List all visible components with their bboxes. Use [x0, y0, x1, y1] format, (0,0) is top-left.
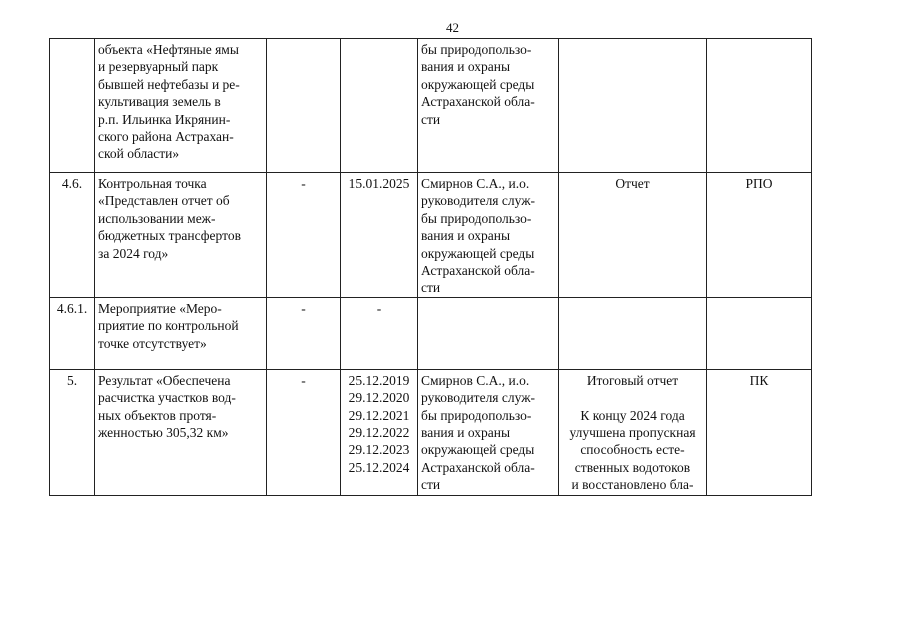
cell-text-line: - [376, 300, 382, 316]
cell-text-line: - [301, 300, 306, 316]
table-row [50, 297, 812, 369]
row-number-cell: 4.6.1. [50, 297, 95, 369]
cell-text-line: сти [421, 280, 441, 296]
cell-text-line: расчистка участков вод- [98, 390, 236, 406]
cell-text-line: 15.01.2025 [348, 176, 410, 191]
cell-text-line: Астраханской обла- [421, 459, 535, 475]
cell-text-line: окружающей среды [421, 76, 535, 92]
end-date-cell [341, 369, 418, 495]
document-cell [559, 297, 707, 369]
cell-text-line: - [301, 372, 306, 388]
cell-text-line: «Представлен отчет об [98, 193, 230, 209]
table-row [50, 369, 812, 495]
responsible-cell [418, 369, 559, 495]
cell-text-line: Астраханской обла- [421, 94, 535, 110]
system-cell: ПК [707, 369, 812, 495]
row-number-cell [50, 39, 95, 173]
row-number-cell: 5. [50, 369, 95, 495]
cell-text-line: бывшей нефтебазы и ре- [98, 76, 240, 92]
cell-text-line: ных объектов протя- [98, 407, 217, 423]
cell-text-line: Смирнов С.А., и.о. [421, 372, 530, 388]
cell-text-line: руководителя служ- [421, 193, 536, 209]
document-cell [559, 173, 707, 298]
cell-text-line: окружающей среды [421, 245, 535, 261]
cell-text-line: Астраханской обла- [421, 263, 535, 279]
cell-text-line: руководителя служ- [421, 390, 536, 406]
cell-text-line: ской области» [98, 146, 180, 162]
document-cell [559, 369, 707, 495]
cell-text-line: Смирнов С.А., и.о. [421, 176, 530, 191]
system-cell [707, 39, 812, 173]
end-date-cell [341, 297, 418, 369]
cell-text-line: Отчет [615, 176, 650, 191]
cell-text-line: Результат «Обеспечена [98, 372, 231, 388]
cell-text-line: сти [421, 111, 441, 127]
cell-text-line: культивация земель в [98, 94, 221, 110]
cell-text-line: и восстановлено бла- [571, 477, 694, 493]
end-date-cell [341, 39, 418, 173]
row-number-cell: 4.6. [50, 173, 95, 298]
cell-text-line: вания и охраны [421, 425, 511, 441]
cell-text-line: Мероприятие «Меро- [98, 300, 222, 316]
cell-text-line: бы природопользо- [421, 210, 532, 226]
cell-text-line: окружающей среды [421, 442, 535, 458]
responsible-cell [418, 297, 559, 369]
cell-text-line: способность есте- [580, 442, 685, 458]
system-cell: РПО [707, 173, 812, 298]
cell-text-line: 29.12.2023 [348, 442, 410, 458]
end-date-cell [341, 173, 418, 298]
cell-text-line: использовании меж- [98, 210, 216, 226]
cell-text-line: сти [421, 477, 441, 493]
responsible-cell [418, 39, 559, 173]
cell-text-line: Итоговый отчет [586, 372, 679, 388]
cell-text-line: К концу 2024 года [580, 407, 685, 423]
item-name-cell [95, 297, 267, 369]
cell-text-line: улучшена пропускная [569, 425, 696, 441]
table-row [50, 173, 812, 298]
cell-text-line: вания и охраны [421, 228, 511, 244]
cell-text-line: 29.12.2022 [348, 425, 410, 441]
start-date-cell [267, 39, 341, 173]
document-cell [559, 39, 707, 173]
cell-text-line: и резервуарный парк [98, 59, 219, 75]
plan-table [49, 38, 812, 496]
item-name-cell [95, 369, 267, 495]
responsible-cell [418, 173, 559, 298]
cell-text-line: бы природопользо- [421, 407, 532, 423]
cell-text-line: 29.12.2021 [348, 407, 410, 423]
cell-text-line: ственных водотоков [574, 459, 691, 475]
cell-text-line: за 2024 год» [98, 245, 169, 261]
cell-text-line [562, 389, 703, 406]
cell-text-line: объекта «Нефтяные ямы [98, 42, 239, 57]
cell-text-line: Контрольная точка [98, 176, 207, 191]
start-date-cell [267, 173, 341, 298]
table-row [50, 39, 812, 173]
cell-text-line: 29.12.2020 [348, 390, 410, 406]
cell-text-line: бюджетных трансфертов [98, 228, 241, 244]
cell-text-line: - [301, 176, 306, 191]
cell-text-line: приятие по контрольной [98, 318, 239, 334]
system-cell [707, 297, 812, 369]
item-name-cell [95, 39, 267, 173]
start-date-cell [267, 297, 341, 369]
cell-text-line: вания и охраны [421, 59, 511, 75]
cell-text-line: ского района Астрахан- [98, 129, 234, 145]
page-number: 42 [446, 20, 459, 35]
cell-text-line: р.п. Ильинка Икрянин- [98, 111, 231, 127]
cell-text-line: 25.12.2019 [348, 372, 410, 388]
item-name-cell [95, 173, 267, 298]
cell-text-line: бы природопользо- [421, 42, 532, 57]
cell-text-line: точке отсутствует» [98, 335, 207, 351]
cell-text-line: 25.12.2024 [348, 459, 410, 475]
start-date-cell [267, 369, 341, 495]
cell-text-line: женностью 305,32 км» [98, 425, 229, 441]
